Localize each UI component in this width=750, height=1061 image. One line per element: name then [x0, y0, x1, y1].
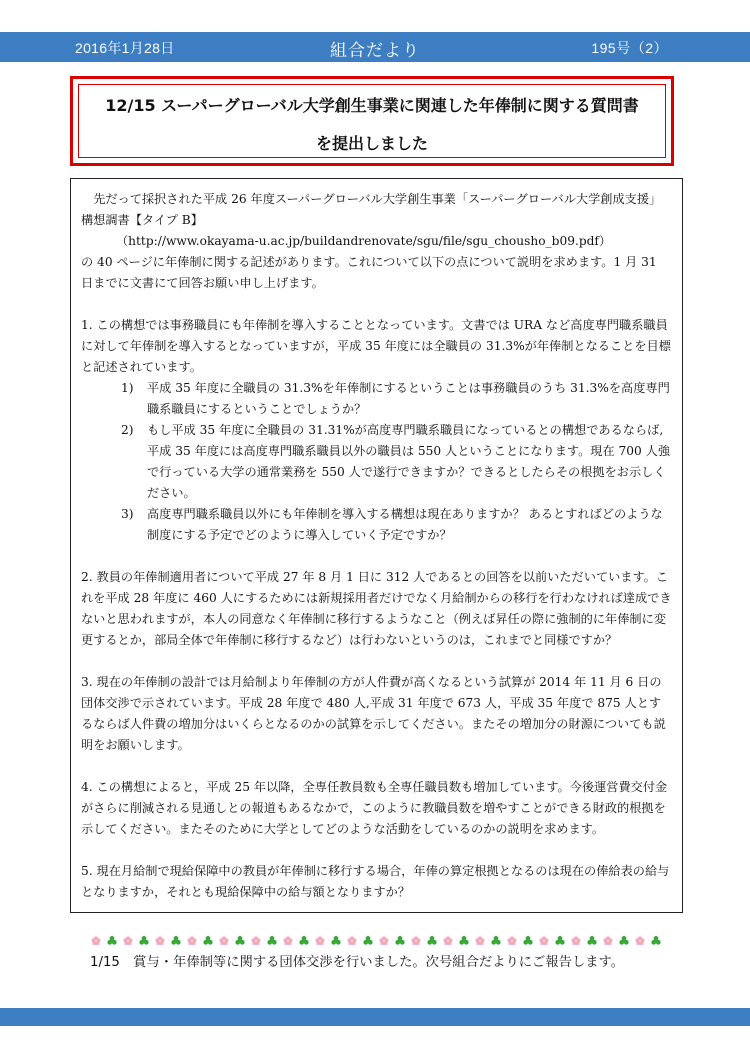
question-box [70, 178, 683, 913]
clover-icon [235, 936, 244, 945]
clover-icon [139, 936, 148, 945]
header-bar [0, 32, 750, 62]
flower-icon [508, 936, 517, 945]
footer-bar [0, 1008, 750, 1026]
clover-icon [299, 936, 308, 945]
issue-date: 2016年1月28日 [75, 40, 175, 56]
question-1-1-text: 平成 35 年度に全職員の 31.3%を年俸制にするということは事務職員のうち 31.3%を高度専門職系職員にするということでしょうか？ [147, 381, 670, 416]
question-5: 5. 現在月給制で現給保障中の教員が年俸制に移行する場合，年俸の算定根拠となるのは現在の俸給表の給与となりますか，それとも現給保障中の給与額となりますか？ [81, 864, 670, 899]
question-1: 1. この構想では事務職員にも年俸制を導入することとなっています。文書では URA など高度専門職系職員に対して年俸制を導入するとなっていますが，平成 35 年度には全職員の 31.3%が年俸制となることを目標と記述されています。 [81, 318, 671, 374]
footer-note: 1/15 賞与・年俸制等に関する団体交渉を行いました。次号組合だよりにご報告します。 [90, 955, 625, 970]
flower-icon [316, 936, 325, 945]
clover-icon [395, 936, 404, 945]
clover-icon [619, 936, 628, 945]
question-3: 3. 現在の年俸制の設計では月給制より年俸制の方が人件費が高くなるという試算が 2014 年 11 月 6 日の団体交渉で示されています。平成 28 年度で 480 人,平成 31 年度で 673 人，平成 35 年度で 875 人とするならば人件費の増加分はいくらとなるのかの試算を示してください。またその増加分の財源についても説明をお願いします。 [81, 675, 666, 752]
question-1-3 [81, 504, 672, 546]
question-1-1-number: 1) [121, 381, 134, 395]
flower-clover-border-icon [90, 934, 670, 948]
flower-icon [124, 936, 133, 945]
clover-icon [555, 936, 564, 945]
flower-icon [348, 936, 357, 945]
question-2: 2. 教員の年俸制適用者について平成 27 年 8 月 1 日に 312 人であるとの回答を以前いただいています。これを平成 28 年度に 460 人にするためには新規採用者だけでなく月給制からの移行を行わなければ達成できないと思われますが，本人の同意なく年俸制に移行するようなこと（例えば昇任の際に強制的に年俸制に変更するとか，部局全体で年俸制に移行するなど）は行わないというのは，これまでと同様ですか？ [81, 570, 672, 647]
question-1-2 [81, 420, 672, 504]
clover-icon [331, 936, 340, 945]
question-1-2-number: 2) [121, 423, 134, 437]
clover-icon [523, 936, 532, 945]
flower-icon [284, 936, 293, 945]
clover-icon [427, 936, 436, 945]
headline-inner [78, 84, 666, 158]
flower-icon [156, 936, 165, 945]
clover-icon [491, 936, 500, 945]
intro-url: （http://www.okayama-u.ac.jp/buildandrenovate/sgu/file/sgu_chousho_b09.pdf） [116, 234, 612, 248]
question-1-2-text: もし平成 35 年度に全職員の 31.31%が高度専門職系職員になっているとの構想であるならば,平成 35 年度には高度専門職系職員以外の職員は 550 人ということになります。現在 700 人強で行っている大学の通常業務を 550 人で遂行できますか？できるとしたらその根拠をお示しください。 [147, 423, 671, 500]
flower-icon [188, 936, 197, 945]
clover-icon [267, 936, 276, 945]
flower-icon [572, 936, 581, 945]
flower-icon [444, 936, 453, 945]
flower-icon [412, 936, 421, 945]
flower-icon [380, 936, 389, 945]
clover-icon [363, 936, 372, 945]
headline-line-1: 12/15 スーパーグローバル大学創生事業に関連した年俸制に関する質問書 [105, 96, 639, 115]
clover-icon [587, 936, 596, 945]
question-4: 4. この構想によると，平成 25 年以降，全専任教員数も全専任職員数も増加しています。今後運営費交付金がさらに削減される見通しとの報道もあるなかで，このように教職員数を増やすことができる財政的根拠を示してください。またそのために大学としてどのような活動をしているのかの説明を求めます。 [81, 780, 668, 836]
question-1-3-text: 高度専門職系職員以外にも年俸制を導入する構想は現在ありますか？ あるとすればどのような制度にする予定でどのように導入していく予定ですか？ [147, 507, 663, 542]
flower-icon [92, 936, 101, 945]
intro-paragraph: 先だって採択された平成 26 年度スーパーグローバル大学創生事業「スーパーグローバル大学創成支援」構想調書【タイプ B】 [81, 192, 662, 227]
clover-icon [203, 936, 212, 945]
newsletter-title: 組合だより [330, 41, 420, 60]
headline-line-2: を提出しました [315, 134, 428, 153]
flower-icon [540, 936, 549, 945]
clover-icon [651, 936, 660, 945]
intro-request: の 40 ページに年俸制に関する記述があります。これについて以下の点について説明を求めます。1 月 31 日までに文書にて回答お願い申し上げます。 [81, 255, 657, 290]
flower-icon [636, 936, 645, 945]
clover-icon [459, 936, 468, 945]
clover-icon [171, 936, 180, 945]
flower-icon [476, 936, 485, 945]
clover-icon [107, 936, 116, 945]
headline-box [70, 76, 674, 166]
question-1-3-number: 3) [121, 507, 134, 521]
flower-icon [220, 936, 229, 945]
issue-number: 195号（2） [591, 40, 668, 56]
flower-icon [604, 936, 613, 945]
question-1-1 [81, 378, 672, 420]
flower-icon [252, 936, 261, 945]
